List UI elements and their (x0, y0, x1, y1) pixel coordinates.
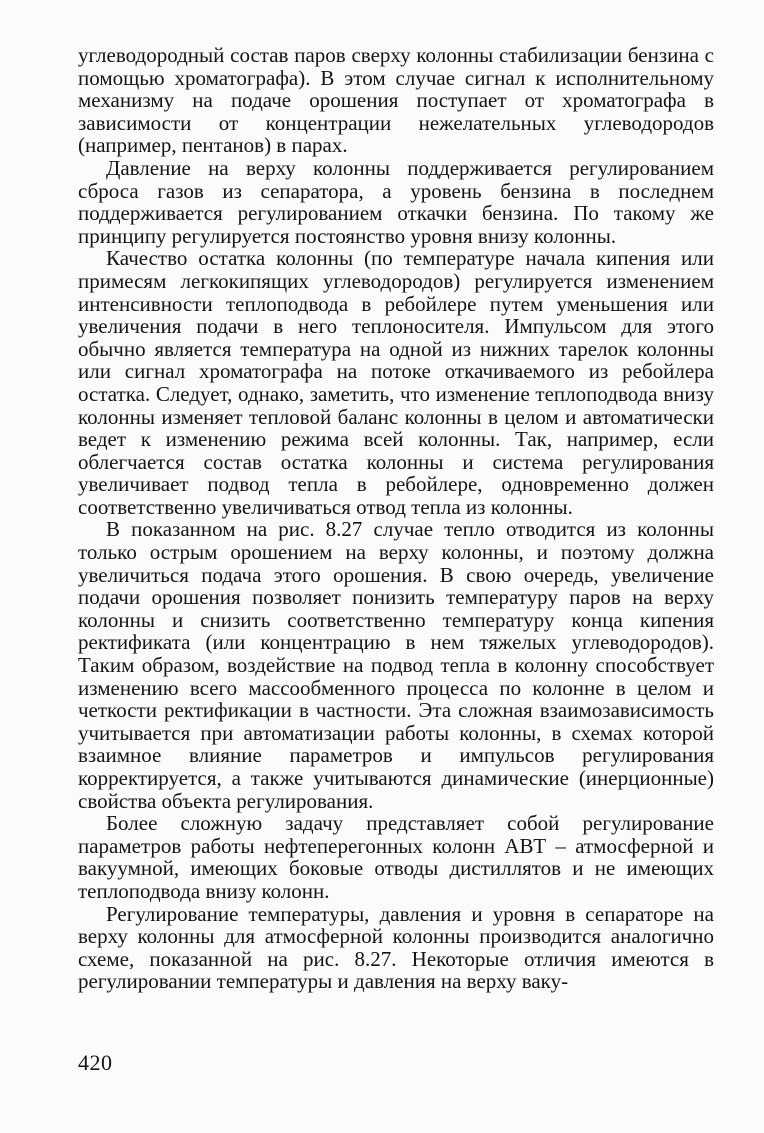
paragraph-5: Более сложную задачу представляет собой регулирование параметров работы нефтеперегонных колонн АВТ – атмосферной и вакуумной, имеющих боковые отводы дистиллятов и не имеющих теплоподвода внизу колонн. (78, 811, 714, 903)
body-text (78, 44, 714, 993)
paragraph-3: Качество остатка колонны (по температуре начала кипения или примесям легкокипящих углеводородов) регулируется изменением интенсивности теплоподвода в ребойлере путем уменьшения или увеличения подачи в него теплоносителя. Импульсом для этого обычно является температура на одной из нижних тарелок колонны или сигнал хроматографа на потоке откачиваемого из ребойлера остатка. Следует, однако, заметить, что изменение теплоподвода внизу колонны изменяет тепловой баланс колонны в целом и автоматически ведет к изменению режима всей колонны. Так, например, если облегчается состав остатка колонны и система регулирования увеличивает подвод тепла в ребойлере, одновременно должен соответственно увеличиваться отвод тепла из колонны. (78, 246, 714, 519)
page-number: 420 (78, 1050, 113, 1075)
paragraph-4: В показанном на рис. 8.27 случае тепло отводится из колонны только острым орошением на верху колонны, и поэтому должна увеличиться подача этого орошения. В свою очередь, увеличение подачи орошения позволяет понизить температуру паров на верху колонны и снизить соответственно температуру конца кипения ректификата (или концентрацию в нем тяжелых углеводородов). Таким образом, воздействие на подвод тепла в колонну способствует изменению всего массообменного процесса по колонне в целом и четкости ректификации в частности. Эта сложная взаимозависимость учитывается при автоматизации работы колонны, в схемах которой взаимное влияние параметров и импульсов регулирования корректируется, а также учитываются динамические (инерционные) свойства объекта регулирования. (78, 517, 714, 813)
paragraph-1: углеводородный состав паров сверху колонны стабилизации бензина с помощью хроматографа). В этом случае сигнал к исполнительному механизму на подаче орошения поступает от хроматографа в зависимости от концентрации нежелательных углеводородов (например, пентанов) в парах. (78, 43, 714, 158)
paragraph-2: Давление на верху колонны поддерживается регулированием сброса газов из сепаратора, а уровень бензина в последнем поддерживается регулированием откачки бензина. По такому же принципу регулируется постоянство уровня внизу колонны. (78, 155, 714, 248)
paragraph-6: Регулирование температуры, давления и уровня в сепараторе на верху колонны для атмосферной колонны производится аналогично схеме, показанной на рис. 8.27. Некоторые отличия имеются в регулировании температуры и давления на верху ваку- (78, 901, 714, 994)
